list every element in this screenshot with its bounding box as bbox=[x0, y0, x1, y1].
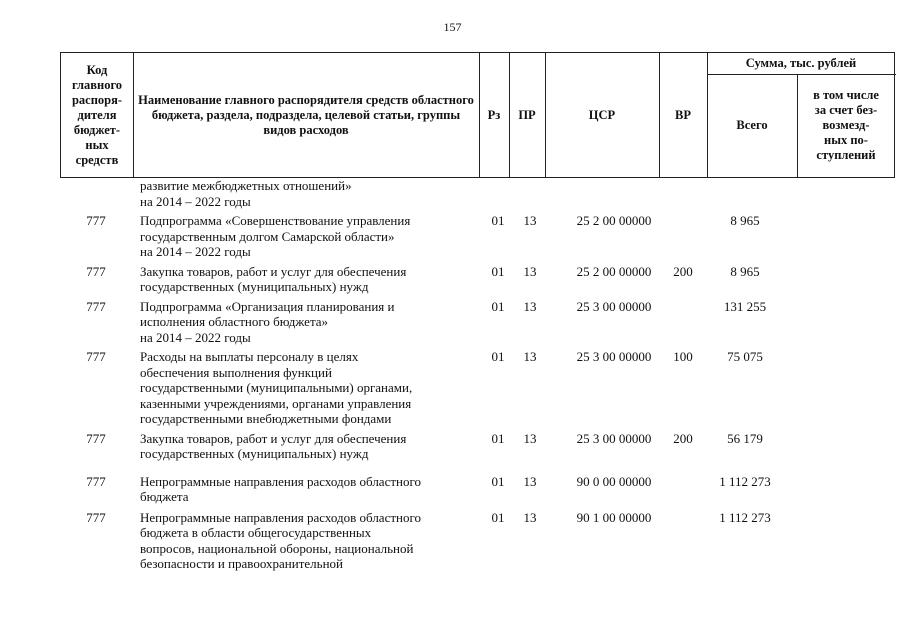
row-pr: 13 bbox=[523, 509, 537, 525]
row-rz: 01 bbox=[491, 509, 505, 525]
table-row bbox=[60, 178, 895, 209]
row-code: 777 bbox=[86, 509, 106, 525]
header-code: Код главного распоря- дителя бюджет- ных средств bbox=[71, 62, 123, 167]
row-total: 1 112 273 bbox=[719, 509, 771, 525]
row-rz: 01 bbox=[491, 263, 505, 279]
row-csr: 25 2 00 00000 bbox=[576, 213, 652, 228]
row-name: Закупка товаров, работ и услуг для обеспечения государственных (муниципальных) нужд bbox=[140, 263, 407, 294]
row-vr: 100 bbox=[673, 349, 693, 364]
row-csr: 90 1 00 00000 bbox=[576, 509, 652, 525]
table-row bbox=[60, 213, 895, 260]
header-total: Всего bbox=[736, 118, 768, 132]
row-rz: 01 bbox=[491, 349, 505, 364]
row-total: 75 075 bbox=[727, 349, 763, 364]
row-csr: 25 3 00 00000 bbox=[576, 298, 652, 314]
header-grant: в том числе за счет без- возмезд- ных по- ступлений bbox=[813, 88, 879, 162]
row-name: развитие межбюджетных отношений» на 2014 – 2022 годы bbox=[140, 178, 352, 209]
table-row bbox=[60, 474, 895, 505]
header-pr: ПР bbox=[518, 107, 536, 122]
row-name: Подпрограмма «Организация планирования и исполнения областного бюджета» на 2014 – 2022 годы bbox=[140, 298, 395, 345]
row-code: 777 bbox=[86, 349, 106, 364]
row-rz: 01 bbox=[491, 298, 505, 314]
row-rz: 01 bbox=[491, 473, 505, 489]
row-vr: 200 bbox=[673, 430, 693, 446]
row-total: 131 255 bbox=[723, 298, 767, 314]
table-header bbox=[60, 52, 895, 178]
row-pr: 13 bbox=[523, 349, 537, 364]
row-csr: 25 2 00 00000 bbox=[576, 263, 652, 279]
header-vr: ВР bbox=[675, 107, 691, 122]
header-rz: Рз bbox=[487, 107, 501, 122]
row-code: 777 bbox=[86, 473, 106, 489]
row-csr: 90 0 00 00000 bbox=[576, 473, 652, 489]
table-row bbox=[60, 264, 895, 295]
row-csr: 25 3 00 00000 bbox=[576, 430, 652, 446]
table-row bbox=[60, 349, 895, 427]
row-rz: 01 bbox=[491, 430, 505, 446]
row-total: 8 965 bbox=[730, 213, 760, 228]
row-pr: 13 bbox=[523, 263, 537, 279]
row-total: 8 965 bbox=[730, 263, 760, 279]
row-code: 777 bbox=[86, 213, 106, 228]
table-row bbox=[60, 431, 895, 462]
header-name: Наименование главного распорядителя средств областного бюджета, раздела, подраздела, целевой статьи, группы видов расходов bbox=[138, 92, 474, 137]
row-pr: 13 bbox=[523, 473, 537, 489]
row-total: 1 112 273 bbox=[719, 473, 771, 489]
row-name: Подпрограмма «Совершенствование управления государственным долгом Самарской области» на 2014 – 2022 годы bbox=[140, 213, 411, 259]
row-pr: 13 bbox=[523, 213, 537, 228]
row-name: Непрограммные направления расходов областного бюджета bbox=[140, 473, 421, 504]
table-body bbox=[60, 178, 895, 572]
row-rz: 01 bbox=[491, 213, 505, 228]
row-pr: 13 bbox=[523, 430, 537, 446]
row-vr: 200 bbox=[673, 263, 693, 279]
row-code: 777 bbox=[86, 298, 106, 314]
row-name: Закупка товаров, работ и услуг для обеспечения государственных (муниципальных) нужд bbox=[140, 430, 407, 461]
row-pr: 13 bbox=[523, 298, 537, 314]
row-csr: 25 3 00 00000 bbox=[576, 349, 652, 364]
header-csr: ЦСР bbox=[588, 107, 616, 122]
table-row bbox=[60, 299, 895, 346]
page-number: 157 bbox=[443, 20, 462, 34]
row-name: Расходы на выплаты персоналу в целях обеспечения выполнения функций государственными (муниципальными) органами, казенными учреждениями, органами управления государственными внебюджетными фондами bbox=[140, 349, 413, 426]
row-code: 777 bbox=[86, 430, 106, 446]
header-sum: Сумма, тыс. рублей bbox=[745, 56, 857, 70]
row-total: 56 179 bbox=[727, 430, 763, 446]
row-name: Непрограммные направления расходов областного бюджета в области общегосударственных вопросов, национальной обороны, национальной безопасности и правоохранительной bbox=[140, 509, 421, 571]
table-row bbox=[60, 510, 895, 572]
row-code: 777 bbox=[86, 263, 106, 279]
